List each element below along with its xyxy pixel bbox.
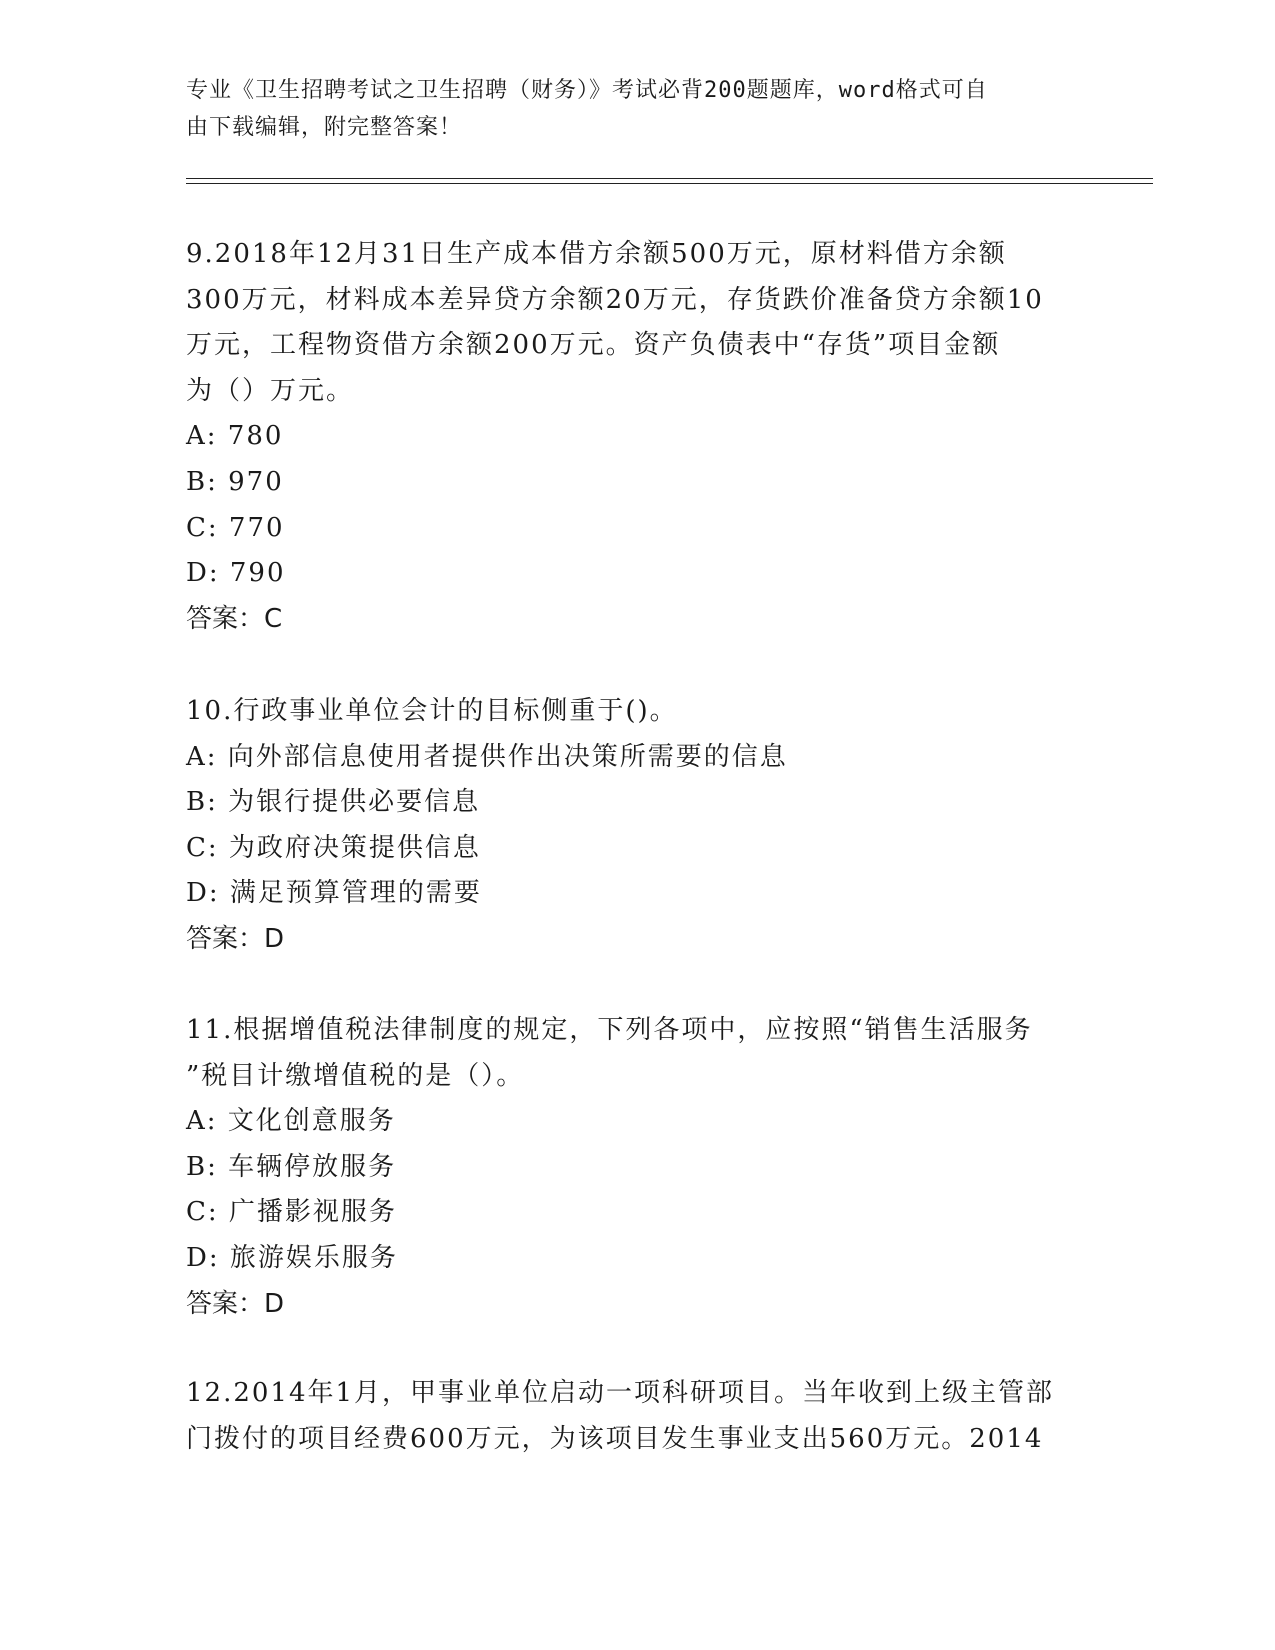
question-stem-line: 9.2018年12月31日生产成本借方余额500万元，原材料借方余额 <box>186 239 1007 269</box>
option-b: B: 为银行提供必要信息 <box>186 787 481 818</box>
option-a: A: 780 <box>186 421 284 452</box>
option-d: D: 790 <box>186 558 286 589</box>
document-header <box>186 72 1076 146</box>
answer-line: 答案：C <box>186 603 283 634</box>
header-line-1: 专业《卫生招聘考试之卫生招聘（财务）》考试必背200题题库，word格式可自 <box>186 78 988 103</box>
header-divider-bottom <box>186 183 1153 184</box>
question-10 <box>186 689 1086 963</box>
option-b: B: 970 <box>186 466 284 497</box>
answer-line: 答案：D <box>186 923 285 954</box>
question-12 <box>186 1371 1086 1462</box>
question-stem-line: 万元，工程物资借方余额200万元。资产负债表中“存货”项目金额 <box>186 330 1001 361</box>
option-a: A: 向外部信息使用者提供作出决策所需要的信息 <box>186 741 788 772</box>
question-stem-line: 11.根据增值税法律制度的规定，下列各项中，应按照“销售生活服务 <box>186 1015 1033 1045</box>
question-stem-line: 300万元，材料成本差异贷方余额20万元，存货跌价准备贷方余额10 <box>186 284 1044 315</box>
answer-line: 答案：D <box>186 1288 285 1319</box>
option-a: A: 文化创意服务 <box>186 1106 396 1137</box>
header-divider-top <box>186 178 1153 179</box>
question-11 <box>186 1008 1086 1327</box>
option-d: D: 满足预算管理的需要 <box>186 878 482 909</box>
option-c: C: 770 <box>186 512 285 543</box>
question-stem-line: 门拨付的项目经费600万元，为该项目发生事业支出560万元。2014 <box>186 1423 1044 1454</box>
option-c: C: 为政府决策提供信息 <box>186 832 481 863</box>
option-d: D: 旅游娱乐服务 <box>186 1242 398 1273</box>
option-c: C: 广播影视服务 <box>186 1197 397 1228</box>
question-stem-line: 10.行政事业单位会计的目标侧重于()。 <box>186 696 678 726</box>
question-9 <box>186 232 1086 642</box>
question-stem-line: ”税目计缴增值税的是（）。 <box>186 1060 525 1091</box>
option-b: B: 车辆停放服务 <box>186 1151 397 1182</box>
question-stem-line: 为（）万元。 <box>186 375 355 406</box>
question-stem-line: 12.2014年1月，甲事业单位启动一项科研项目。当年收到上级主管部 <box>186 1378 1055 1408</box>
header-line-2: 由下载编辑，附完整答案！ <box>186 115 463 140</box>
